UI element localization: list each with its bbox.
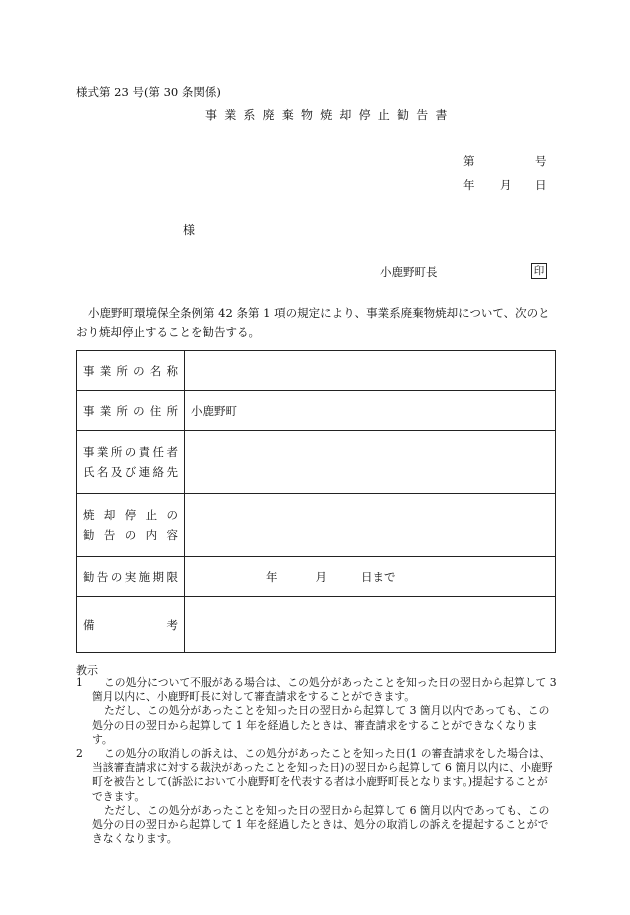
date-day: 日 — [535, 178, 547, 192]
row-label — [77, 391, 185, 431]
row-label — [77, 351, 185, 391]
table-row — [77, 351, 556, 391]
row-label — [77, 494, 185, 557]
row-value-address[interactable]: 小鹿野町 — [185, 391, 556, 431]
body-text: 小鹿野町環境保全条例第 42 条第 1 項の規定により、事業系廃棄物焼却について、次のとおり焼却停止することを勧告する。 — [76, 306, 550, 339]
note-number: 1 — [76, 676, 83, 689]
row-value-name[interactable] — [185, 351, 556, 391]
issuer: 小鹿野町長 — [380, 265, 438, 279]
label-line: 事 業 所 の 責 任 者 — [83, 445, 178, 459]
document-title: 事業系廃棄物焼却停止勧告書 — [205, 108, 455, 122]
notes-heading: 教示 — [76, 664, 98, 677]
note-item — [76, 747, 558, 846]
date-year: 年 — [463, 178, 475, 192]
label-line: 備 考 — [83, 617, 178, 632]
addressee-suffix: 様 — [183, 223, 196, 237]
deadline-until: 日まで — [361, 569, 396, 584]
doc-number-suffix: 号 — [535, 154, 547, 168]
label-line: 勧 告 の 内 容 — [83, 528, 178, 542]
note-main: この処分の取消しの訴えは、この処分があったことを知った日(1 の審査請求をした場合は、当該審査請求に対する裁決があったことを知った日)の翌日から起算して 6 箇月以内に、小鹿野町を被告として(訴訟において小鹿野町を代表する者は小鹿野町長となります。)提起することができます。 — [92, 747, 553, 803]
label-line: 事 業 所 の 住 所 — [83, 403, 178, 418]
label-line: 氏 名 及 び 連 絡 先 — [83, 465, 178, 479]
row-value-deadline[interactable] — [185, 557, 556, 597]
row-value-remarks[interactable] — [185, 597, 556, 653]
table-row — [77, 597, 556, 653]
label-line: 事 業 所 の 名 称 — [83, 363, 178, 378]
row-label — [77, 557, 185, 597]
label-line: 焼 却 停 止 の — [83, 508, 178, 522]
note-sub: ただし、この処分があったことを知った日の翌日から起算して 6 箇月以内であっても、この処分の日の翌日から起算して 1 年を経過したときは、処分の取消しの訴えを提起することができなくなります。 — [92, 803, 550, 846]
row-label — [77, 597, 185, 653]
date-month: 月 — [500, 178, 512, 192]
note-main: この処分について不服がある場合は、この処分があったことを知った日の翌日から起算して 3 箇月以内に、小鹿野町長に対して審査請求をすることができます。 — [92, 676, 557, 704]
table-row — [77, 391, 556, 431]
notes-list — [76, 676, 558, 846]
note-number: 2 — [76, 747, 83, 761]
label-line: 勧 告 の 実 施 期 限 — [83, 569, 178, 584]
form-table — [76, 350, 556, 653]
doc-number-prefix: 第 — [463, 154, 475, 168]
form-number: 様式第 23 号(第 30 条関係) — [76, 85, 221, 99]
note-sub: ただし、この処分があったことを知った日の翌日から起算して 3 箇月以内であっても、この処分の日の翌日から起算して 1 年を経過したときは、審査請求をすることができなくなります。 — [92, 704, 550, 746]
seal-mark: 印 — [531, 263, 547, 279]
deadline-month: 月 — [315, 569, 327, 584]
table-row — [77, 557, 556, 597]
deadline-year: 年 — [266, 569, 278, 584]
row-value-contact[interactable] — [185, 431, 556, 494]
note-item — [76, 676, 558, 747]
table-row — [77, 494, 556, 557]
table-row — [77, 431, 556, 494]
row-label — [77, 431, 185, 494]
row-value-content[interactable] — [185, 494, 556, 557]
